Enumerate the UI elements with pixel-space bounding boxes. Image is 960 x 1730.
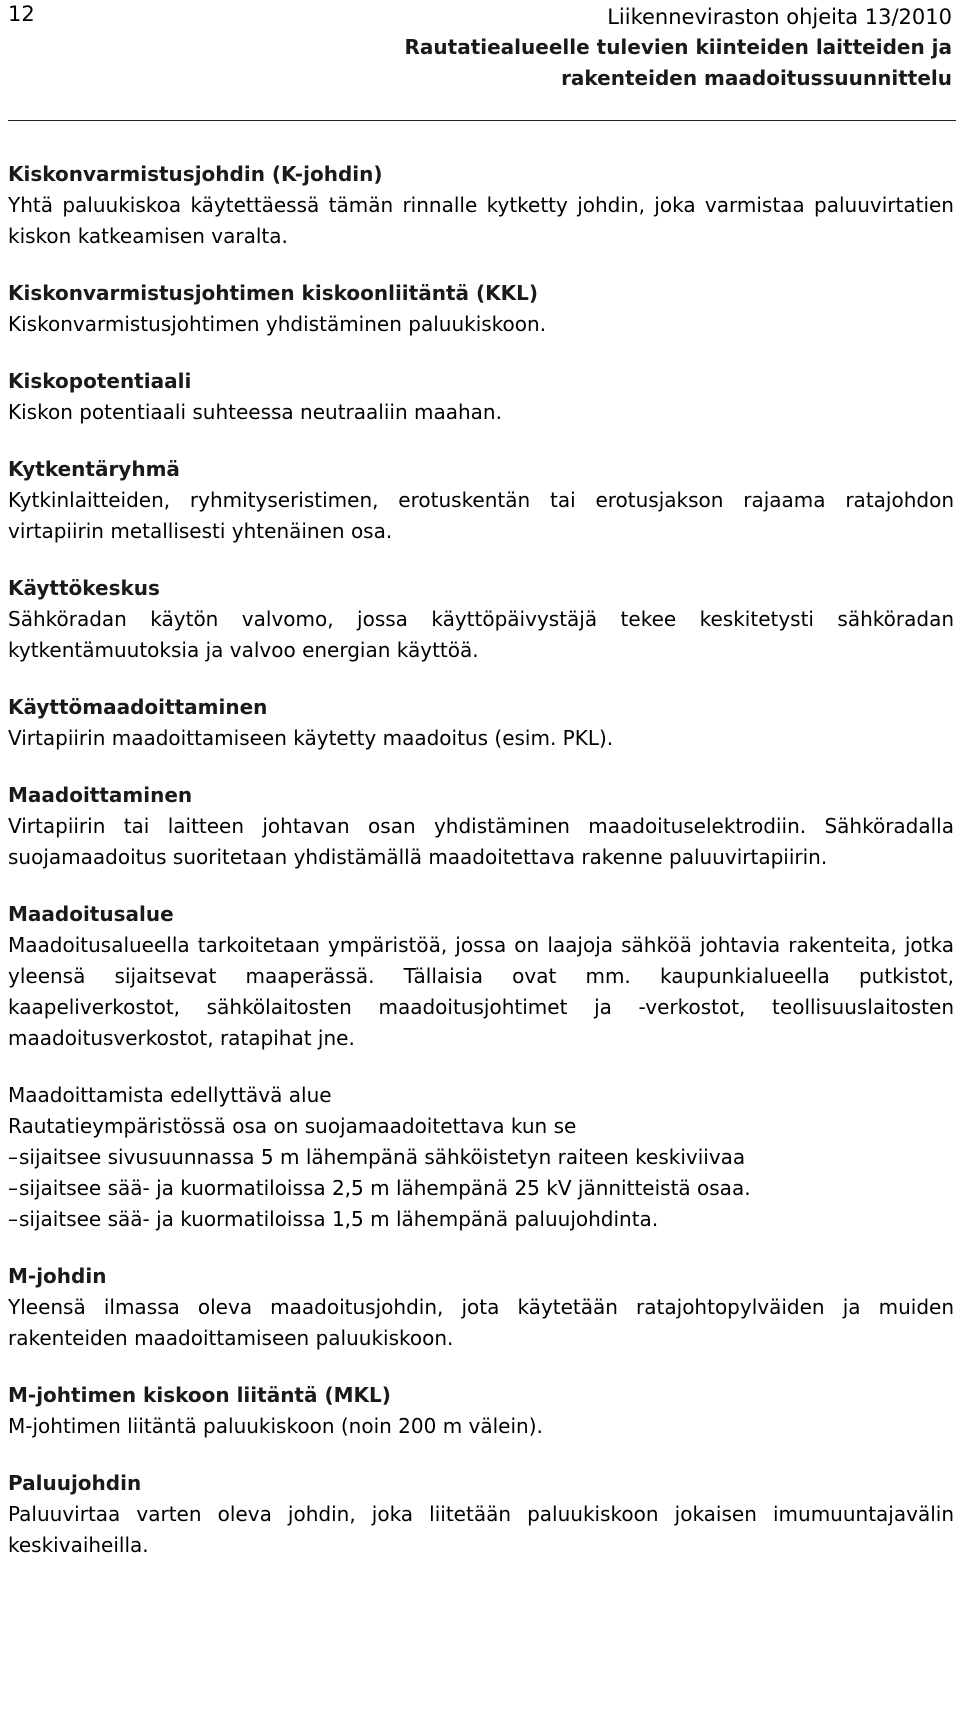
glossary-term: Maadoittamista edellyttävä alue xyxy=(8,1083,332,1107)
page-number: 12 xyxy=(8,2,35,26)
glossary-definition: Virtapiirin tai laitteen johtavan osan yhdistäminen maadoituselektrodiin. Sähköradalla suojamaadoitus suoritetaan yhdistämällä maadoitettava rakenne paluuvirtapiirin. xyxy=(8,814,954,869)
glossary-body xyxy=(8,159,954,1587)
glossary-entry xyxy=(8,159,954,252)
list-item xyxy=(8,1173,954,1204)
glossary-term: Kiskonvarmistusjohdin (K-johdin) xyxy=(8,162,383,186)
glossary-definition: Virtapiirin maadoittamiseen käytetty maadoitus (esim. PKL). xyxy=(8,726,614,750)
document-title-line-2: rakenteiden maadoitussuunnittelu xyxy=(561,66,952,90)
glossary-definition: Sähköradan käytön valvomo, jossa käyttöpäivystäjä tekee keskitetysti sähköradan kytkentämuutoksia ja valvoo energian käyttöä. xyxy=(8,607,954,662)
glossary-term: Maadoittaminen xyxy=(8,783,193,807)
dash-bullet: – xyxy=(8,1176,18,1200)
list-item-text: sijaitsee sää- ja kuormatiloissa 1,5 m lähempänä paluujohdinta. xyxy=(19,1207,659,1231)
glossary-entry xyxy=(8,780,954,873)
glossary-definition: Rautatieympäristössä osa on suojamaadoitettava kun se xyxy=(8,1114,577,1138)
glossary-term: Käyttömaadoittaminen xyxy=(8,695,268,719)
glossary-term: M-johtimen kiskoon liitäntä (MKL) xyxy=(8,1383,391,1407)
glossary-term: M-johdin xyxy=(8,1264,107,1288)
glossary-entry xyxy=(8,692,954,754)
glossary-entry xyxy=(8,1080,954,1235)
glossary-term: Paluujohdin xyxy=(8,1471,142,1495)
dash-bullet: – xyxy=(8,1207,18,1231)
glossary-definition: Kytkinlaitteiden, ryhmityseristimen, erotuskentän tai erotusjakson rajaama ratajohdon virtapiirin metallisesti yhtenäinen osa. xyxy=(8,488,954,543)
glossary-term: Kytkentäryhmä xyxy=(8,457,180,481)
glossary-entry xyxy=(8,1261,954,1354)
list-item-text: sijaitsee sivusuunnassa 5 m lähempänä sähköistetyn raiteen keskiviivaa xyxy=(19,1145,746,1169)
dash-bullet: – xyxy=(8,1145,18,1169)
list-item-text: sijaitsee sää- ja kuormatiloissa 2,5 m lähempänä 25 kV jännitteistä osaa. xyxy=(19,1176,751,1200)
running-header xyxy=(252,2,952,94)
glossary-definition: Yhtä paluukiskoa käytettäessä tämän rinnalle kytketty johdin, joka varmistaa paluuvirtatien kiskon katkeamisen varalta. xyxy=(8,193,954,248)
glossary-entry xyxy=(8,573,954,666)
glossary-term: Kiskopotentiaali xyxy=(8,369,192,393)
glossary-term: Maadoitusalue xyxy=(8,902,174,926)
glossary-entry xyxy=(8,366,954,428)
glossary-definition: Maadoitusalueella tarkoitetaan ympäristöä, jossa on laajoja sähköä johtavia rakenteita, jotka yleensä sijaitsevat maaperässä. Tällaisia ovat mm. kaupunkialueella putkistot, kaapeliverkostot, sähkölaitosten maadoitusjohtimet ja -verkostot, teollisuuslaitosten maadoitusverkostot, ratapihat jne. xyxy=(8,933,954,1050)
glossary-entry xyxy=(8,1468,954,1561)
list-item xyxy=(8,1204,954,1235)
glossary-definition: Kiskon potentiaali suhteessa neutraaliin maahan. xyxy=(8,400,502,424)
glossary-entry xyxy=(8,899,954,1054)
document-series: Liikenneviraston ohjeita 13/2010 xyxy=(607,5,952,29)
glossary-definition: Yleensä ilmassa oleva maadoitusjohdin, jota käytetään ratajohtopylväiden ja muiden rakenteiden maadoittamiseen paluukiskoon. xyxy=(8,1295,954,1350)
document-title-line-1: Rautatiealueelle tulevien kiinteiden laitteiden ja xyxy=(404,35,952,59)
glossary-term: Käyttökeskus xyxy=(8,576,160,600)
glossary-term: Kiskonvarmistusjohtimen kiskoonliitäntä (KKL) xyxy=(8,281,538,305)
header-divider xyxy=(8,120,956,121)
list-item xyxy=(8,1142,954,1173)
glossary-entry xyxy=(8,454,954,547)
glossary-definition: M-johtimen liitäntä paluukiskoon (noin 200 m välein). xyxy=(8,1414,543,1438)
glossary-entry xyxy=(8,278,954,340)
glossary-definition: Kiskonvarmistusjohtimen yhdistäminen paluukiskoon. xyxy=(8,312,547,336)
glossary-definition: Paluuvirtaa varten oleva johdin, joka liitetään paluukiskoon jokaisen imumuuntajavälin keskivaiheilla. xyxy=(8,1502,954,1557)
glossary-entry xyxy=(8,1380,954,1442)
